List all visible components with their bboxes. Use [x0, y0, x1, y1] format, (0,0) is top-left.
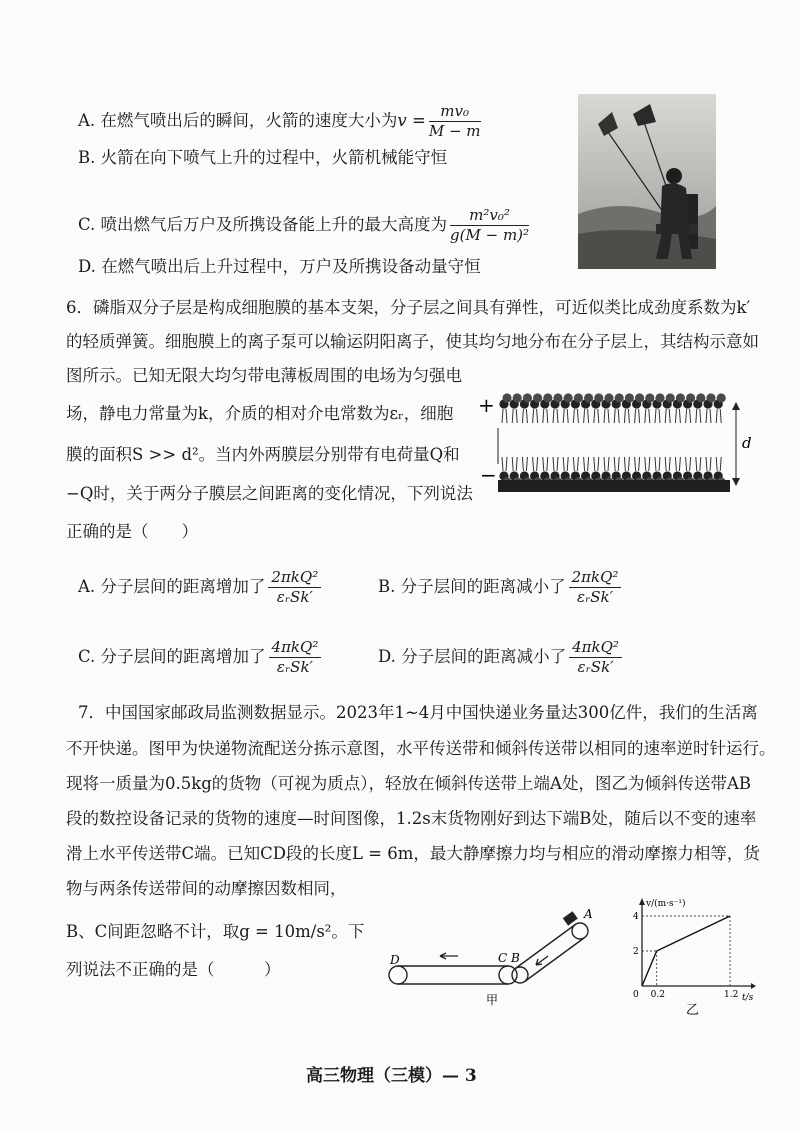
lipid-tail — [665, 409, 670, 423]
pulley-a — [572, 923, 588, 939]
lipid-tail — [512, 457, 517, 471]
lipid-tail — [696, 457, 701, 471]
lipid-tail — [512, 409, 517, 423]
vt-series-segment — [642, 951, 657, 986]
q7-line-5: 滑上水平传送带C端。已知CD段的长度L = 6m，最大静摩擦力均与相应的滑动摩擦力相等，货 — [66, 844, 760, 863]
lipid-tail — [604, 457, 609, 471]
inner-lipid-layer — [498, 457, 730, 492]
lipid-head — [686, 393, 695, 402]
lipid-head — [666, 393, 675, 402]
lipid-tail — [573, 457, 578, 471]
q7-line-3: 现将一质量为0.5kg的货物（可视为质点），轻放在倾斜传送带上端A处，图乙为倾斜传送带AB — [66, 774, 752, 793]
lipid-head — [533, 393, 542, 402]
svg-text:C: C — [498, 951, 508, 965]
svg-text:A: A — [584, 907, 593, 921]
lipid-head — [645, 393, 654, 402]
lipid-tail — [553, 457, 558, 471]
q6-line-6: −Q时，关于两分子膜层之间距离的变化情况，下列说法 — [66, 484, 473, 503]
inner-layer-base — [498, 480, 730, 492]
q6-option-c: C. 分子层间的距离增加了 $\frac{\text{4πkQ²}}{\text{εᵣSk′}}$ — [78, 640, 324, 675]
lipid-tail — [522, 457, 527, 471]
q5-option-a: A. 在燃气喷出后的瞬间，火箭的速度大小为v = $\frac{\text{mv₀}}{M - m}$ — [78, 102, 481, 140]
lipid-head — [717, 393, 726, 402]
figure-label-jia: 甲 — [486, 993, 499, 1007]
q6-option-b: B. 分子层间的距离减小了 $\frac{\text{2πkQ²}}{\text{εᵣSk′}}$ — [378, 570, 624, 605]
q7-line-2: 不开快递。图甲为快递物流配送分拣示意图，水平传送带和倾斜传送带以相同的速率逆时针运行。 — [66, 739, 776, 758]
lipid-head — [655, 393, 664, 402]
lipid-tail — [696, 409, 701, 423]
lipid-tail — [655, 457, 660, 471]
lipid-tail — [675, 457, 680, 471]
x-tick-label: 1.2 — [724, 990, 739, 1000]
page-footer: 高三物理（三模）— 3 — [306, 1066, 477, 1086]
lipid-tail — [655, 409, 660, 423]
x-tick-label: 0.2 — [650, 990, 665, 1000]
lipid-tail — [584, 409, 589, 423]
lipid-tail — [716, 409, 721, 423]
q7-line-6: 物与两条传送带间的动摩擦因数相同， — [66, 879, 347, 898]
x-tick-label: 0 — [633, 990, 639, 1000]
lipid-head — [564, 393, 573, 402]
lipid-tail — [563, 409, 568, 423]
lipid-tail — [604, 409, 609, 423]
lipid-head — [625, 393, 634, 402]
lipid-tail — [502, 457, 507, 471]
lipid-tail — [686, 409, 691, 423]
q6-option-a: A. 分子层间的距离增加了 $\frac{\text{2πkQ²}}{\text{εᵣSk′}}$ — [78, 570, 324, 605]
lipid-head — [696, 393, 705, 402]
q6-line-1: 6．磷脂双分子层是构成细胞膜的基本支架，分子层之间具有弹性，可近似类比成劲度系数为k′ — [66, 298, 751, 317]
lipid-tail — [675, 409, 680, 423]
y-axis-label: v/(m·s⁻¹) — [646, 899, 686, 909]
lipid-tail — [706, 409, 711, 423]
lipid-tail — [665, 457, 670, 471]
lipid-tail — [553, 409, 558, 423]
minus-sign: − — [480, 463, 497, 487]
velocity-symbol: v = — [397, 111, 426, 130]
lipid-tail — [533, 409, 538, 423]
lipid-tail — [594, 457, 599, 471]
lipid-tail — [614, 409, 619, 423]
wanhu-rocket-photo — [578, 94, 716, 269]
lipid-tail — [645, 457, 650, 471]
lipid-tail — [584, 457, 589, 471]
lipid-tail — [706, 457, 711, 471]
q7-line-8: 列说法不正确的是（ ） — [66, 960, 281, 979]
lipid-head — [574, 393, 583, 402]
conveyor-diagram — [380, 898, 608, 1008]
figure-label-yi: 乙 — [686, 1003, 700, 1018]
y-tick-label: 2 — [633, 947, 639, 957]
lipid-tail — [563, 457, 568, 471]
lipid-head — [706, 393, 715, 402]
lipid-tail — [635, 457, 640, 471]
distance-label: d — [742, 434, 752, 452]
lipid-head — [584, 393, 593, 402]
lipid-tail — [533, 457, 538, 471]
lipid-head — [635, 393, 644, 402]
lipid-head — [553, 393, 562, 402]
lipid-head — [594, 393, 603, 402]
lipid-tail — [624, 457, 629, 471]
lipid-tail — [594, 409, 599, 423]
q6-option-d: D. 分子层间的距离减小了 $\frac{\text{4πkQ²}}{\text{εᵣSk′}}$ — [378, 640, 625, 675]
lipid-head — [615, 393, 624, 402]
svg-text:B: B — [511, 951, 520, 965]
q5-option-c: C. 喷出燃气后万户及所携设备能上升的最大高度为 $\frac{\text{m²v₀²}}{\text{g(M − m)²}}$ — [78, 206, 530, 244]
q7-line-7: B、C间距忽略不计，取g = 10m/s²。下 — [66, 922, 365, 941]
q5-option-d: D. 在燃气喷出后上升过程中，万户及所携设备动量守恒 — [78, 257, 481, 276]
lipid-head — [513, 393, 522, 402]
lipid-tail — [635, 409, 640, 423]
q6-line-5: 膜的面积S >> d²。当内外两膜层分别带有电荷量Q和 — [66, 445, 460, 464]
lipid-tail — [614, 457, 619, 471]
lipid-tail — [502, 409, 507, 423]
q6-a-fraction: $\frac{\text{2πkQ²}}{\text{εᵣSk′}}$ — [268, 570, 321, 605]
lipid-tail — [543, 457, 548, 471]
velocity-time-graph — [622, 894, 760, 1018]
q6-line-3: 图所示。已知无限大均匀带电薄板周围的电场为匀强电 — [66, 366, 462, 385]
lipid-head — [604, 393, 613, 402]
lipid-tail — [716, 457, 721, 471]
q6-line-7: 正确的是（ ） — [66, 522, 198, 541]
svg-text:D: D — [390, 953, 400, 967]
q5-option-b: B. 火箭在向下喷气上升的过程中，火箭机械能守恒 — [78, 148, 448, 167]
lipid-tail — [543, 409, 548, 423]
pulley-b — [512, 967, 528, 983]
lipid-tail — [573, 409, 578, 423]
lipid-tail — [686, 457, 691, 471]
q6-b-fraction: $\frac{\text{2πkQ²}}{\text{εᵣSk′}}$ — [569, 570, 622, 605]
pulley-d — [389, 966, 407, 984]
q6-line-2: 的轻质弹簧。细胞膜上的离子泵可以输运阴阳离子，使其均匀地分布在分子层上，其结构示意如 — [66, 332, 759, 351]
lipid-head — [543, 393, 552, 402]
outer-lipid-layer — [499, 393, 725, 423]
x-axis-label: t/s — [742, 993, 754, 1003]
lipid-tail — [522, 409, 527, 423]
q6-d-fraction: $\frac{\text{4πkQ²}}{\text{εᵣSk′}}$ — [569, 640, 622, 675]
lipid-head — [502, 393, 511, 402]
vt-series-segment — [657, 916, 730, 951]
lipid-head — [523, 393, 532, 402]
q7-line-1: 7．中国国家邮政局监测数据显示。2023年1~4月中国快递业务量达300亿件，我们的生活离 — [78, 703, 758, 722]
cell-membrane-diagram — [472, 382, 762, 502]
q6-c-fraction: $\frac{\text{4πkQ²}}{\text{εᵣSk′}}$ — [269, 640, 322, 675]
lipid-head — [676, 393, 685, 402]
q5-c-fraction: $\frac{\text{m²v₀²}}{\text{g(M − m)²}}$ — [450, 206, 530, 244]
q6-line-4: 场，静电力常量为k，介质的相对介电常数为εᵣ，细胞 — [66, 404, 454, 423]
plus-sign: + — [478, 393, 495, 417]
q5-a-fraction: $\frac{\text{mv₀}}{M - m}$ — [428, 102, 481, 140]
package-box — [563, 911, 578, 925]
lipid-tail — [645, 409, 650, 423]
y-tick-label: 4 — [633, 912, 639, 922]
q7-line-4: 段的数控设备记录的货物的速度—时间图像，1.2s末货物刚好到达下端B处，随后以不变的速率 — [66, 809, 757, 828]
lipid-tail — [624, 409, 629, 423]
